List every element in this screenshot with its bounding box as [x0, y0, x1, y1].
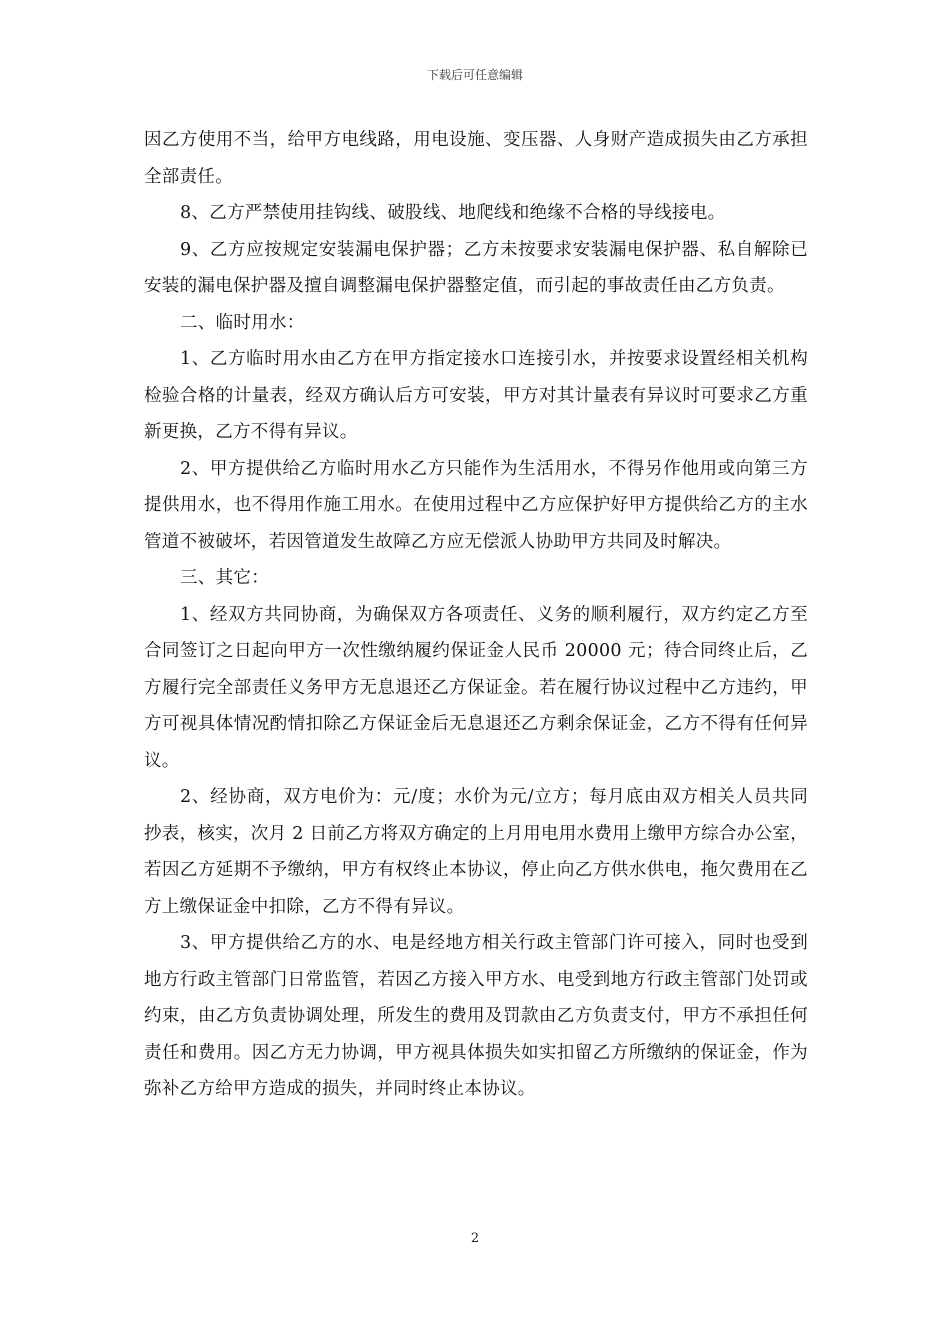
paragraph-other-item-1: 1、经双方共同协商，为确保双方各项责任、义务的顺利履行，双方约定乙方至合同签订之日起向甲方一次性缴纳履约保证金人民币 20000 元；待合同终止后，乙方履行完全部责任义务甲方无息退还乙方保证金。若在履行协议过程中乙方违约，甲方可视具体情况酌情扣除乙方保证金后无息退还乙方剩余保证金，乙方不得有任何异议。 — [144, 604, 808, 771]
paragraph-continuation: 因乙方使用不当，给甲方电线路，用电设施、变压器、人身财产造成损失由乙方承担全部责任。 — [144, 130, 808, 187]
paragraph-item-9: 9、乙方应按规定安装漏电保护器；乙方未按要求安装漏电保护器、私自解除已安装的漏电保护器及擅自调整漏电保护器整定值，而引起的事故责任由乙方负责。 — [144, 239, 808, 296]
paragraph-water-item-2: 2、甲方提供给乙方临时用水乙方只能作为生活用水，不得另作他用或向第三方提供用水，也不得用作施工用水。在使用过程中乙方应保护好甲方提供给乙方的主水管道不被破坏，若因管道发生故障乙方应无偿派人协助甲方共同及时解决。 — [144, 458, 808, 552]
page-number: 2 — [470, 1231, 480, 1246]
paragraph-other-item-3: 3、甲方提供给乙方的水、电是经地方相关行政主管部门许可接入，同时也受到地方行政主管部门日常监管，若因乙方接入甲方水、电受到地方行政主管部门处罚或约束，由乙方负责协调处理，所发生的费用及罚款由乙方负责支付，甲方不承担任何责任和费用。因乙方无力协调，甲方视具体损失如实扣留乙方所缴纳的保证金，作为弥补乙方给甲方造成的损失，并同时终止本协议。 — [144, 933, 808, 1099]
paragraph-other-item-2: 2、经协商，双方电价为：元/度；水价为元/立方；每月底由双方相关人员共同抄表，核实，次月 2 日前乙方将双方确定的上月用电用水费用上缴甲方综合办公室，若因乙方延期不予缴纳，甲方有权终止本协议，停止向乙方供水供电，拖欠费用在乙方上缴保证金中扣除，乙方不得有异议。 — [144, 787, 808, 917]
document-body — [144, 122, 808, 1108]
section-heading-temporary-water: 二、临时用水： — [180, 312, 305, 333]
paragraph-water-item-1: 1、乙方临时用水由乙方在甲方指定接水口连接引水，并按要求设置经相关机构检验合格的计量表，经双方确认后方可安装，甲方对其计量表有异议时可要求乙方重新更换，乙方不得有异议。 — [144, 349, 808, 442]
paragraph-item-8: 8、乙方严禁使用挂钩线、破股线、地爬线和绝缘不合格的导线接电。 — [180, 203, 726, 223]
section-heading-other: 三、其它： — [180, 568, 269, 588]
page-header: 下载后可任意编辑 — [426, 68, 523, 82]
